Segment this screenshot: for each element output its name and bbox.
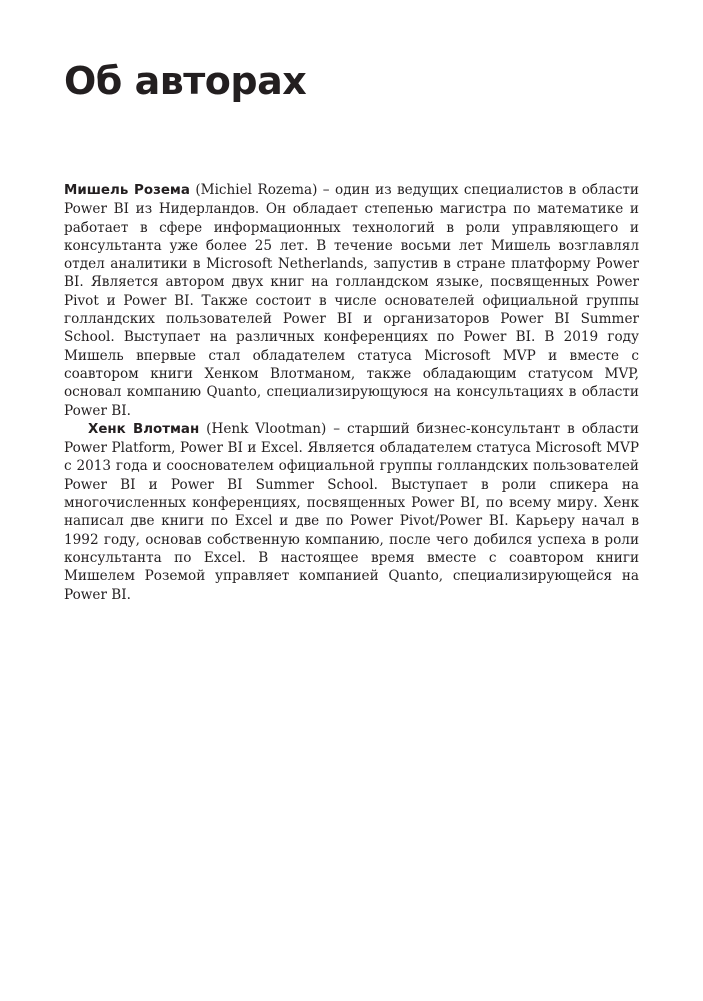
author-paragraph — [64, 181, 639, 420]
author-name: Мишель Розема — [64, 183, 190, 198]
page-title: Об авторах — [64, 59, 307, 103]
authors-section — [64, 181, 639, 604]
author-paragraph — [64, 420, 639, 604]
author-name: Хенк Влотман — [88, 421, 200, 437]
author-bio: (Michiel Rozema) – один из ведущих специалистов в области Power BI из Нидерландов. Он обладает степенью магистра по математике и работает в сфере информационных технологий в роли управляющего и консультанта уже более 25 лет. В течение восьми лет Мишель возглавлял отдел аналитики в Microsoft Netherlands, запустив в стране платформу Power BI. Является автором двух книг на голландском языке, посвященных Power Pivot и Power BI. Также состоит в числе основателей официальной группы голландских пользователей Power BI и организаторов Power BI Summer School. Выступает на различных конференциях по Power BI. В 2019 году Мишель впервые стал обладателем статуса Microsoft MVP и вместе с соавтором книги Хенком Влотманом, также обладающим статусом MVP, основал компанию Quanto, специализирующуюся на консультациях в области Power BI. — [64, 182, 639, 419]
author-bio: (Henk Vlootman) – старший бизнес-консультант в области Power Platform, Power BI и Excel. Является обладателем статуса Microsoft MVP с 2013 года и сооснователем официальной группы голландских пользователей Power BI и Power BI Summer School. Выступает в роли спикера на многочисленных конференциях, посвященных Power BI, по всему миру. Хенк написал две книги по Excel и две по Power Pivot/Power BI. Карьеру начал в 1992 году, основав собственную компанию, после чего добился успеха в роли консультанта по Excel. В настоящее время вместе с соавтором книги Мишелем Роземой управляет компанией Quanto, специализирующейся на Power BI. — [64, 420, 639, 603]
